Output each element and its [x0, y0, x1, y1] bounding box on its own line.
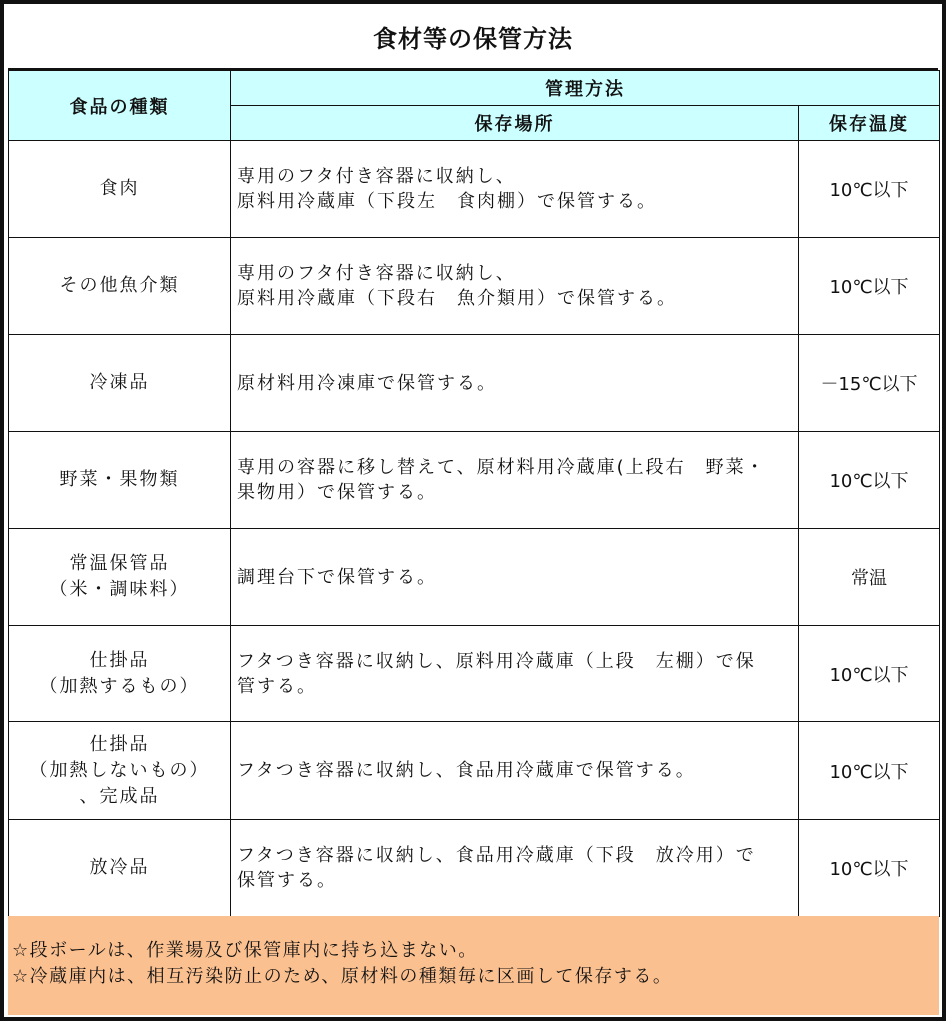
storage-location-cell — [231, 432, 799, 529]
food-category-text: 放冷品 — [89, 857, 150, 878]
storage-location-cell — [231, 141, 799, 238]
storage-location-cell — [231, 626, 799, 722]
food-category-cell — [9, 529, 231, 626]
food-category-text: （加熱するもの） — [39, 675, 200, 697]
table-row — [9, 820, 940, 917]
food-category-text: 常温保管品 — [69, 553, 170, 574]
table-row — [9, 238, 940, 335]
header-location: 保存場所 — [231, 106, 799, 141]
storage-location-text: 原料用冷蔵庫（下段左 食肉棚）で保管する。 — [237, 191, 657, 212]
table-row — [9, 722, 940, 820]
food-category-text: 仕掛品 — [89, 733, 150, 755]
food-category-text: 仕掛品 — [89, 649, 150, 671]
storage-location-text: フタつき容器に収納し、原料用冷蔵庫（上段 左棚）で保 — [237, 650, 756, 672]
table-row — [9, 626, 940, 722]
table-row — [9, 141, 940, 238]
storage-location-cell — [231, 529, 799, 626]
table-row — [9, 529, 940, 626]
storage-temperature-cell: 10℃以下 — [799, 820, 940, 917]
storage-location-text: 保管する。 — [237, 870, 337, 891]
storage-table — [8, 70, 940, 917]
storage-location-cell — [231, 820, 799, 917]
food-category-cell — [9, 335, 231, 432]
storage-location-text: 専用のフタ付き容器に収納し、 — [237, 263, 516, 284]
storage-location-text: 専用の容器に移し替えて、原材料用冷蔵庫(上段右 野菜・ — [237, 457, 766, 478]
storage-location-text: フタつき容器に収納し、食品用冷蔵庫で保管する。 — [237, 760, 696, 781]
storage-location-text: 原料用冷蔵庫（下段右 魚介類用）で保管する。 — [237, 288, 677, 309]
storage-location-text: フタつき容器に収納し、食品用冷蔵庫（下段 放冷用）で — [237, 845, 756, 866]
storage-location-cell — [231, 238, 799, 335]
note-line: ☆段ボールは、作業場及び保管庫内に持ち込まない。 — [12, 940, 478, 961]
storage-location-text: 原材料用冷凍庫で保管する。 — [237, 372, 497, 394]
food-category-cell — [9, 141, 231, 238]
header-category: 食品の種類 — [9, 71, 231, 141]
food-category-text: （米・調味料） — [49, 579, 190, 600]
note-line: ☆冷蔵庫内は、相互汚染防止のため、原材料の種類毎に区画して保存する。 — [12, 966, 673, 987]
storage-location-text: 専用のフタ付き容器に収納し、 — [237, 166, 516, 187]
storage-location-text: 管する。 — [237, 675, 317, 697]
storage-location-text: 調理台下で保管する。 — [237, 566, 437, 588]
storage-temperature-cell: 10℃以下 — [799, 722, 940, 820]
food-category-text: 野菜・果物類 — [59, 469, 180, 490]
food-category-text: その他魚介類 — [59, 275, 180, 296]
storage-temperature-cell: 10℃以下 — [799, 141, 940, 238]
food-category-cell — [9, 432, 231, 529]
food-category-cell — [9, 820, 231, 917]
food-category-text: 、完成品 — [79, 785, 160, 807]
header-temperature: 保存温度 — [799, 106, 940, 141]
food-category-text: 冷凍品 — [89, 372, 150, 393]
storage-location-cell — [231, 335, 799, 432]
notes-box — [8, 916, 939, 1015]
food-category-cell — [9, 626, 231, 722]
storage-temperature-cell: 常温 — [799, 529, 940, 626]
food-category-text: 食肉 — [99, 178, 140, 199]
storage-location-cell — [231, 722, 799, 820]
food-category-cell — [9, 238, 231, 335]
table-row — [9, 432, 940, 529]
table-row — [9, 335, 940, 432]
food-category-cell — [9, 722, 231, 820]
storage-temperature-cell: 10℃以下 — [799, 432, 940, 529]
storage-location-text: 果物用）で保管する。 — [237, 482, 437, 503]
storage-temperature-cell: 10℃以下 — [799, 238, 940, 335]
header-management: 管理方法 — [231, 71, 940, 106]
page-title: 食材等の保管方法 — [8, 4, 938, 70]
storage-temperature-cell: －15℃以下 — [799, 335, 940, 432]
food-category-text: （加熱しないもの） — [29, 759, 210, 781]
storage-temperature-cell: 10℃以下 — [799, 626, 940, 722]
